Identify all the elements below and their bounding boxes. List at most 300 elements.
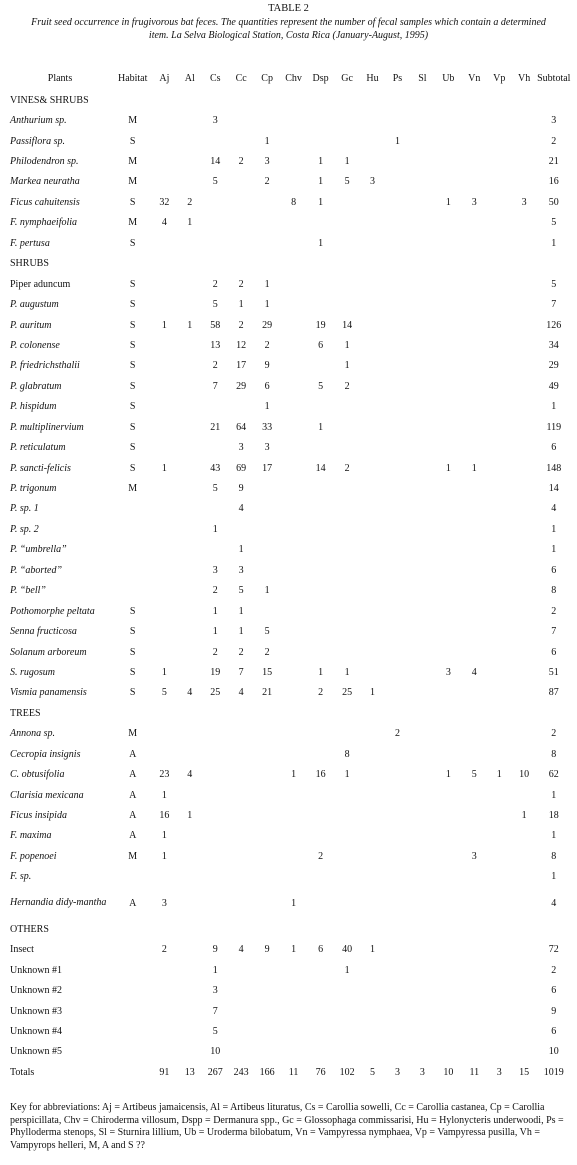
count-cell <box>385 376 410 396</box>
count-cell: 3 <box>264 156 270 168</box>
count-cell <box>177 826 202 846</box>
plant-name: P. augustum <box>10 299 59 311</box>
count-cell <box>254 980 280 1000</box>
subtotal-cell: 2 <box>551 605 557 617</box>
count-cell <box>487 724 512 744</box>
count-cell <box>385 887 410 919</box>
plant-name: P. friedrichsthalii <box>10 360 80 372</box>
count-cell: 1 <box>344 360 350 372</box>
count-cell: 3 <box>471 850 477 862</box>
count-cell <box>462 499 487 519</box>
count-cell: 5 <box>370 1066 376 1078</box>
count-cell <box>280 785 307 805</box>
habitat-cell: M <box>128 115 138 127</box>
plant-name: Totals <box>10 1066 35 1078</box>
abbreviation-key: Key for abbreviations: Aj = Artibeus jamaicensis, Al = Artibeus lituratus, Cs = Carollia sowelli, Cc = Carollia castanea, Cp = Carollia perspicillata, Chv = Chiroderma villosum, Dspp = Dermanura spp., Gc = Glossophaga commissarisi, Hu = Hylonycteris underwoodi, Ps = Phylloderma stenops, Sl = Sturnira lillium, Ub = Uroderma bilobatum, Vn = Vampyressa nymphaea, Vp = Vampyressa pusilla, Vh = Vampyrops helleri, M, A and S ?? <box>10 1102 564 1151</box>
count-cell <box>435 601 462 621</box>
count-cell: 21 <box>262 687 273 699</box>
count-cell: 1 <box>264 278 270 290</box>
count-cell <box>254 1001 280 1021</box>
count-cell <box>280 335 307 355</box>
habitat-cell: M <box>128 176 138 188</box>
count-cell <box>462 110 487 130</box>
count-cell <box>334 621 360 641</box>
count-cell <box>410 642 435 662</box>
count-cell <box>487 940 512 960</box>
count-cell <box>334 581 360 601</box>
count-cell: 3 <box>161 897 167 909</box>
count-cell <box>228 826 254 846</box>
habitat-cell <box>114 519 151 539</box>
count-cell <box>307 1021 334 1041</box>
count-cell <box>177 294 202 314</box>
count-cell <box>228 519 254 539</box>
count-cell <box>228 724 254 744</box>
count-cell <box>360 764 385 784</box>
count-cell <box>254 805 280 825</box>
count-cell <box>435 151 462 171</box>
count-cell <box>512 1042 537 1062</box>
plant-name: Ficus cahuitensis <box>10 196 80 208</box>
count-cell: 1 <box>445 769 451 781</box>
count-cell <box>254 213 280 233</box>
count-cell <box>334 478 360 498</box>
count-cell <box>512 315 537 335</box>
count-cell <box>435 131 462 151</box>
habitat-cell: A <box>129 810 137 822</box>
count-cell <box>512 980 537 1000</box>
count-cell <box>280 826 307 846</box>
subtotal-cell: 5 <box>551 278 557 290</box>
count-cell: 1 <box>318 237 324 249</box>
count-cell <box>435 1001 462 1021</box>
count-cell <box>435 744 462 764</box>
count-cell <box>334 560 360 580</box>
subtotal-cell: 62 <box>548 769 559 781</box>
count-cell <box>254 233 280 253</box>
count-cell: 13 <box>210 339 221 351</box>
count-cell <box>360 437 385 457</box>
count-cell <box>512 560 537 580</box>
subtotal-cell: 3 <box>551 115 557 127</box>
count-cell <box>462 233 487 253</box>
count-cell <box>410 662 435 682</box>
count-cell <box>410 458 435 478</box>
count-cell <box>385 601 410 621</box>
count-cell <box>435 940 462 960</box>
count-cell: 3 <box>212 115 218 127</box>
count-cell <box>307 601 334 621</box>
subtotal-cell: 2 <box>551 728 557 740</box>
habitat-cell <box>114 1062 151 1082</box>
count-cell <box>202 724 228 744</box>
count-cell <box>435 785 462 805</box>
subtotal-cell: 10 <box>548 1046 559 1058</box>
count-cell <box>385 417 410 437</box>
count-cell <box>410 960 435 980</box>
count-cell <box>151 233 177 253</box>
count-cell <box>360 417 385 437</box>
column-header: Dsp <box>312 72 329 84</box>
count-cell: 43 <box>210 462 221 474</box>
table-row <box>6 315 571 335</box>
count-cell <box>487 519 512 539</box>
count-cell: 6 <box>318 944 324 956</box>
count-cell <box>385 335 410 355</box>
count-cell <box>202 233 228 253</box>
count-cell <box>254 1042 280 1062</box>
habitat-cell <box>114 560 151 580</box>
count-cell <box>334 826 360 846</box>
table-row <box>6 1001 571 1021</box>
habitat-cell: S <box>129 687 136 699</box>
count-cell <box>462 478 487 498</box>
count-cell: 1 <box>161 462 167 474</box>
subtotal-cell: 51 <box>548 666 559 678</box>
plant-name: P. trigonum <box>10 483 57 495</box>
table-row <box>6 397 571 417</box>
count-cell <box>334 519 360 539</box>
count-cell: 1 <box>344 964 350 976</box>
count-cell <box>307 867 334 887</box>
column-header: Ub <box>442 72 455 84</box>
count-cell: 58 <box>210 319 221 331</box>
count-cell <box>512 478 537 498</box>
count-cell <box>512 356 537 376</box>
count-cell <box>512 458 537 478</box>
count-cell <box>385 642 410 662</box>
count-cell: 4 <box>471 666 477 678</box>
count-cell <box>410 826 435 846</box>
count-cell <box>280 294 307 314</box>
table-row <box>6 335 571 355</box>
count-cell <box>462 960 487 980</box>
count-cell: 14 <box>315 462 326 474</box>
table-row <box>6 785 571 805</box>
count-cell <box>410 151 435 171</box>
table-row <box>6 621 571 641</box>
count-cell: 91 <box>159 1066 170 1078</box>
count-cell <box>410 805 435 825</box>
count-cell <box>360 826 385 846</box>
count-cell <box>360 335 385 355</box>
count-cell <box>177 581 202 601</box>
count-cell <box>307 805 334 825</box>
count-cell <box>512 131 537 151</box>
count-cell <box>254 192 280 212</box>
plant-name: Insect <box>10 944 34 956</box>
count-cell <box>228 764 254 784</box>
count-cell: 29 <box>262 319 273 331</box>
count-cell <box>280 805 307 825</box>
count-cell: 1 <box>291 769 297 781</box>
count-cell <box>385 960 410 980</box>
count-cell <box>385 1001 410 1021</box>
count-cell <box>177 335 202 355</box>
count-cell <box>435 1021 462 1041</box>
count-cell <box>280 540 307 560</box>
count-cell <box>435 683 462 703</box>
count-cell <box>512 887 537 919</box>
count-cell: 3 <box>238 442 244 454</box>
count-cell <box>410 560 435 580</box>
count-cell <box>177 980 202 1000</box>
count-cell <box>202 744 228 764</box>
table-row <box>6 980 571 1000</box>
count-cell <box>512 233 537 253</box>
count-cell <box>177 662 202 682</box>
count-cell <box>280 581 307 601</box>
count-cell: 2 <box>318 687 324 699</box>
habitat-cell: S <box>129 605 136 617</box>
count-cell <box>151 397 177 417</box>
count-cell <box>435 960 462 980</box>
count-cell <box>334 980 360 1000</box>
section-row <box>6 254 571 274</box>
count-cell <box>512 397 537 417</box>
subtotal-cell: 21 <box>548 156 559 168</box>
count-cell <box>202 887 228 919</box>
subtotal-cell: 2 <box>551 964 557 976</box>
count-cell: 1 <box>212 964 218 976</box>
count-cell <box>385 867 410 887</box>
count-cell <box>487 540 512 560</box>
section-row <box>6 703 571 723</box>
plant-name: Solanum arboreum <box>10 646 87 658</box>
count-cell <box>280 724 307 744</box>
subtotal-cell: 16 <box>548 176 559 188</box>
count-cell <box>410 356 435 376</box>
count-cell <box>228 805 254 825</box>
count-cell <box>385 233 410 253</box>
count-cell <box>307 131 334 151</box>
count-cell <box>462 940 487 960</box>
count-cell <box>334 540 360 560</box>
count-cell <box>177 846 202 866</box>
count-cell <box>360 540 385 560</box>
count-cell <box>385 437 410 457</box>
count-cell: 7 <box>212 1005 218 1017</box>
header-row <box>6 66 571 90</box>
count-cell <box>177 785 202 805</box>
count-cell <box>202 499 228 519</box>
table-row <box>6 887 571 919</box>
count-cell: 17 <box>262 462 273 474</box>
count-cell <box>254 478 280 498</box>
subtotal-cell: 1019 <box>543 1066 564 1078</box>
count-cell <box>462 805 487 825</box>
count-cell <box>385 980 410 1000</box>
count-cell <box>385 744 410 764</box>
count-cell <box>410 110 435 130</box>
count-cell <box>228 785 254 805</box>
table-row <box>6 662 571 682</box>
count-cell: 23 <box>159 769 170 781</box>
count-cell: 1 <box>161 789 167 801</box>
count-cell <box>435 887 462 919</box>
count-cell <box>462 294 487 314</box>
habitat-cell <box>114 960 151 980</box>
count-cell: 1 <box>318 176 324 188</box>
column-header: Vp <box>493 72 506 84</box>
count-cell <box>228 110 254 130</box>
count-cell <box>151 601 177 621</box>
count-cell: 4 <box>238 944 244 956</box>
count-cell <box>228 887 254 919</box>
count-cell <box>360 315 385 335</box>
count-cell <box>487 294 512 314</box>
plant-name: Cecropia insignis <box>10 748 81 760</box>
table-row <box>6 601 571 621</box>
count-cell <box>410 764 435 784</box>
count-cell: 1 <box>344 339 350 351</box>
plant-name: Hernandia didy-mantha <box>10 897 107 909</box>
section-row <box>6 90 571 110</box>
count-cell: 2 <box>264 176 270 188</box>
column-header: Hu <box>366 72 379 84</box>
plant-name: Pothomorphe peltata <box>10 605 95 617</box>
count-cell: 1 <box>318 666 324 678</box>
count-cell <box>487 1042 512 1062</box>
count-cell <box>462 335 487 355</box>
count-cell <box>435 980 462 1000</box>
count-cell <box>254 744 280 764</box>
count-cell <box>385 397 410 417</box>
count-cell: 17 <box>236 360 247 372</box>
subtotal-cell: 6 <box>551 442 557 454</box>
plant-name: P. “umbrella” <box>10 544 67 556</box>
count-cell <box>487 356 512 376</box>
count-cell <box>410 785 435 805</box>
plant-name: Piper aduncum <box>10 278 71 290</box>
subtotal-cell: 34 <box>548 339 559 351</box>
count-cell <box>177 233 202 253</box>
count-cell: 9 <box>212 944 218 956</box>
count-cell <box>487 621 512 641</box>
plant-name: Senna fructicosa <box>10 626 77 638</box>
subtotal-cell: 119 <box>546 421 562 433</box>
count-cell <box>462 785 487 805</box>
totals-row <box>6 1062 571 1082</box>
count-cell <box>228 846 254 866</box>
count-cell <box>151 744 177 764</box>
count-cell <box>202 846 228 866</box>
count-cell <box>462 131 487 151</box>
count-cell: 15 <box>262 666 273 678</box>
subtotal-cell: 8 <box>551 850 557 862</box>
count-cell <box>334 233 360 253</box>
count-cell <box>360 581 385 601</box>
table-body <box>6 90 571 1083</box>
count-cell <box>410 887 435 919</box>
count-cell <box>487 110 512 130</box>
table-row <box>6 294 571 314</box>
count-cell <box>360 621 385 641</box>
count-cell <box>254 560 280 580</box>
count-cell: 1 <box>264 299 270 311</box>
count-cell <box>435 826 462 846</box>
count-cell <box>385 356 410 376</box>
count-cell: 243 <box>233 1066 249 1078</box>
count-cell <box>360 744 385 764</box>
habitat-cell: A <box>129 897 137 909</box>
subtotal-cell: 1 <box>551 401 557 413</box>
count-cell <box>177 417 202 437</box>
count-cell <box>280 683 307 703</box>
count-cell <box>435 724 462 744</box>
count-cell <box>487 213 512 233</box>
count-cell: 5 <box>318 380 324 392</box>
count-cell: 19 <box>210 666 221 678</box>
count-cell: 19 <box>315 319 326 331</box>
plant-name: S. rugosum <box>10 666 56 678</box>
count-cell <box>202 826 228 846</box>
count-cell <box>307 785 334 805</box>
count-cell <box>254 499 280 519</box>
count-cell <box>177 131 202 151</box>
count-cell <box>177 110 202 130</box>
count-cell <box>151 151 177 171</box>
count-cell: 14 <box>342 319 353 331</box>
count-cell <box>280 662 307 682</box>
count-cell <box>280 110 307 130</box>
count-cell <box>487 601 512 621</box>
count-cell: 1 <box>471 462 477 474</box>
table-row <box>6 151 571 171</box>
count-cell <box>487 458 512 478</box>
count-cell <box>254 601 280 621</box>
count-cell: 2 <box>264 339 270 351</box>
count-cell <box>462 540 487 560</box>
count-cell: 5 <box>212 176 218 188</box>
count-cell <box>385 213 410 233</box>
count-cell <box>385 621 410 641</box>
count-cell: 1 <box>318 421 324 433</box>
count-cell <box>254 785 280 805</box>
count-cell <box>462 1021 487 1041</box>
count-cell <box>334 601 360 621</box>
count-cell <box>280 315 307 335</box>
count-cell: 2 <box>238 319 244 331</box>
count-cell <box>512 274 537 294</box>
subtotal-cell: 8 <box>551 585 557 597</box>
count-cell: 10 <box>210 1046 221 1058</box>
count-cell <box>307 356 334 376</box>
count-cell <box>360 560 385 580</box>
table-row <box>6 192 571 212</box>
count-cell <box>334 274 360 294</box>
count-cell <box>385 540 410 560</box>
count-cell <box>360 1021 385 1041</box>
count-cell <box>151 294 177 314</box>
count-cell: 1 <box>212 523 218 535</box>
habitat-cell: S <box>129 135 136 147</box>
count-cell <box>307 110 334 130</box>
count-cell <box>410 417 435 437</box>
count-cell <box>410 980 435 1000</box>
table-row <box>6 437 571 457</box>
count-cell <box>462 1042 487 1062</box>
count-cell <box>280 233 307 253</box>
count-cell <box>385 683 410 703</box>
count-cell <box>462 1001 487 1021</box>
count-cell <box>385 940 410 960</box>
count-cell <box>360 1001 385 1021</box>
count-cell: 1 <box>238 626 244 638</box>
count-cell <box>280 1042 307 1062</box>
count-cell: 2 <box>318 850 324 862</box>
plant-name: F. sp. <box>10 871 32 883</box>
